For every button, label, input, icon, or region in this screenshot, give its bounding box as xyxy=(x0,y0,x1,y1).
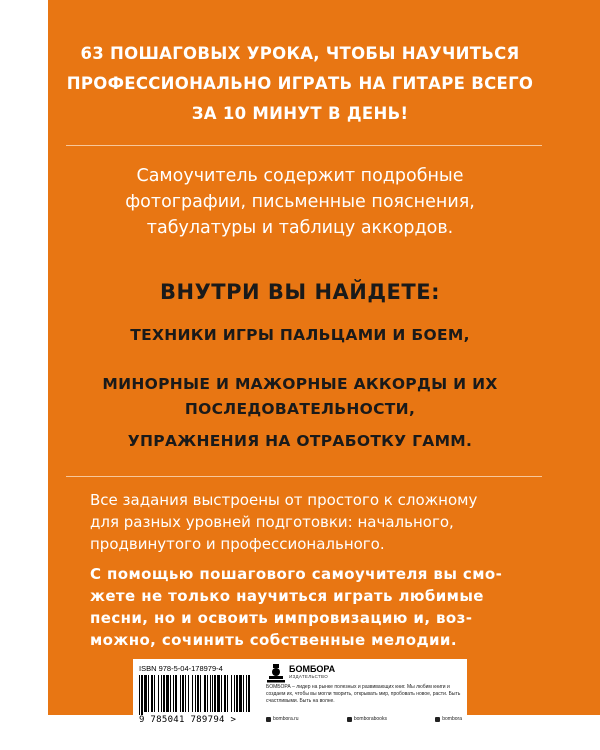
barcode-bar xyxy=(207,675,208,712)
divider-top xyxy=(66,145,542,146)
inside-item-chords: МИНОРНЫЕ И МАЖОРНЫЕ АККОРДЫ И ИХ ПОСЛЕДОВАТЕЛЬНОСТИ, xyxy=(102,375,498,418)
levels-paragraph: Все задания выстроены от простого к сложному для разных уровней подготовки: начального, продвинутого и профессионального. xyxy=(90,491,478,553)
divider-bottom xyxy=(66,476,542,477)
isbn-label: ISBN 978-5-04-178979-4 xyxy=(139,664,223,673)
bombora-logo-icon xyxy=(266,663,286,683)
barcode-bars xyxy=(139,675,255,715)
youtube-icon xyxy=(435,717,440,722)
vk-icon xyxy=(266,717,271,722)
publisher-subtitle: ИЗДАТЕЛЬСТВО xyxy=(289,674,329,679)
barcode-bar xyxy=(227,675,228,712)
barcode-bar xyxy=(158,675,159,712)
barcode-bar xyxy=(197,675,199,712)
social-links xyxy=(266,716,462,722)
inside-heading: ВНУТРИ ВЫ НАЙДЕТЕ: xyxy=(160,280,440,304)
social-link-instagram[interactable] xyxy=(347,716,387,722)
social-label: bomborabooks xyxy=(353,716,387,722)
social-label: bombora.ru xyxy=(273,716,299,722)
inside-item-scales: УПРАЖНЕНИЯ НА ОТРАБОТКУ ГАММ. xyxy=(127,432,473,450)
barcode-bar xyxy=(173,675,174,712)
barcode-bar xyxy=(151,675,153,712)
barcode-bar xyxy=(217,675,220,712)
intro-text: Самоучитель содержит подробные фотографии, письменные пояснения, табулатуры и таблицу аккордов. xyxy=(125,166,475,238)
barcode-bar xyxy=(141,675,143,715)
barcode-bar xyxy=(234,675,235,712)
inside-item-techniques: ТЕХНИКИ ИГРЫ ПАЛЬЦАМИ И БОЕМ, xyxy=(130,326,470,344)
barcode-bar xyxy=(224,675,226,712)
barcode-bar xyxy=(154,675,155,712)
barcode-bar xyxy=(139,675,140,715)
barcode-bar xyxy=(161,675,162,712)
barcode-panel xyxy=(133,659,467,728)
barcode-bar xyxy=(210,675,211,712)
barcode-bar xyxy=(182,675,184,712)
barcode-bar xyxy=(163,675,165,712)
barcode-bar xyxy=(200,675,201,712)
social-link-youtube[interactable] xyxy=(435,716,462,722)
barcode-bar xyxy=(231,675,232,712)
barcode-bar xyxy=(236,675,238,712)
barcode-bar xyxy=(221,675,222,712)
barcode-bar xyxy=(188,675,189,712)
barcode-bar xyxy=(170,675,171,712)
barcode-bar xyxy=(243,675,244,712)
publisher-name: БОМБОРА xyxy=(289,664,336,674)
outcome-paragraph: С помощью пошагового самоучителя вы смо- жете не только научиться играть любимые песни, но и освоить импровизацию и, воз- можно, сочинить собственные мелодии. xyxy=(90,565,503,649)
barcode-bar xyxy=(195,675,196,712)
barcode-digits: 9 785041 789794 > xyxy=(139,715,237,725)
barcode-bar xyxy=(239,675,242,712)
barcode-bar xyxy=(192,675,193,712)
barcode-bar xyxy=(144,675,147,712)
headline: 63 ПОШАГОВЫХ УРОКА, ЧТОБЫ НАУЧИТЬСЯ ПРОФЕССИОНАЛЬНО ИГРАТЬ НА ГИТАРЕ ВСЕГО ЗА 10 МИНУТ В ДЕНЬ! xyxy=(66,44,534,123)
publisher-blurb: БОМБОРА – лидер на рынке полезных и развивающих книг. Мы любим книги и создаем их, чтобы вы могли творить, открывать мир, пробовать новое, расти. Быть счастливыми. Быть на волне. xyxy=(266,684,461,704)
instagram-icon xyxy=(347,717,352,722)
barcode-bar xyxy=(148,675,149,712)
barcode-bar xyxy=(175,675,177,712)
social-link-site[interactable] xyxy=(266,716,299,722)
barcode-bar xyxy=(212,675,213,712)
barcode-bar xyxy=(246,675,247,712)
barcode-bar xyxy=(204,675,206,712)
barcode-bar xyxy=(248,675,250,712)
barcode-bar xyxy=(185,675,186,712)
social-label: bombora xyxy=(442,716,462,722)
barcode-bar xyxy=(166,675,169,712)
barcode-bar xyxy=(180,675,181,712)
barcode-bar xyxy=(214,675,216,712)
